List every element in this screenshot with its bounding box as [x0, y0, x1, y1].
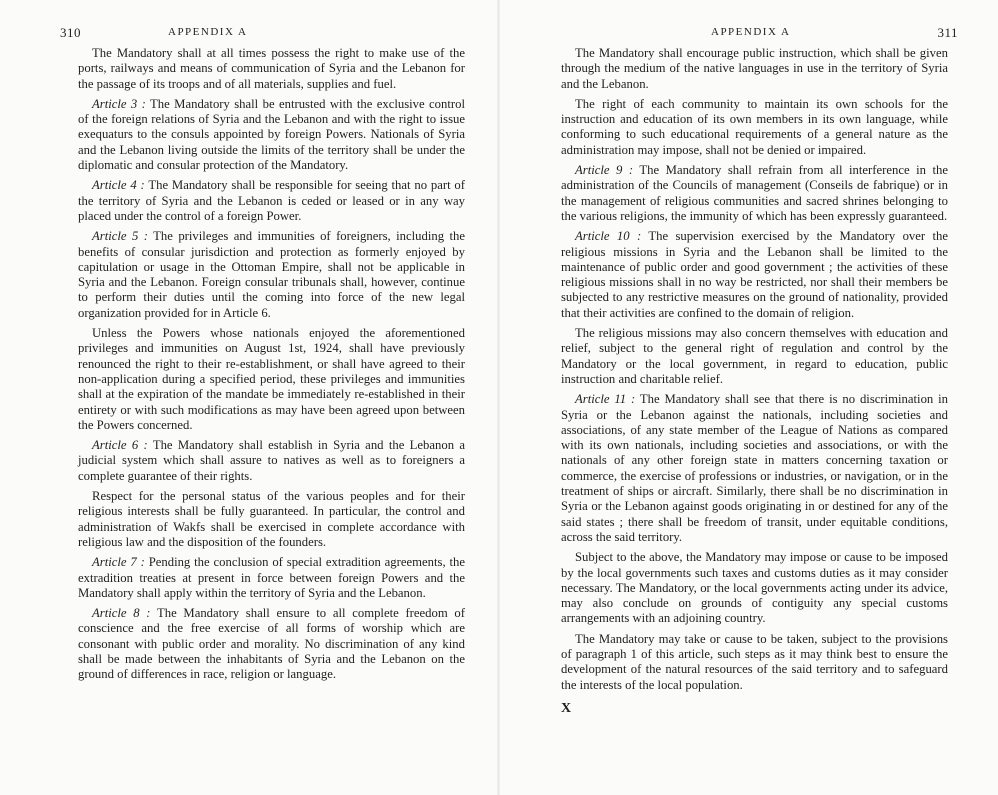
- paragraph-article-3: Article 3 : The Mandatory shall be entrusted with the exclusive control of the foreign relations of Syria and the Lebanon and with the right to issue exequaturs to the consuls appointed by foreign Powers. Nationals of Syria and the Lebanon living outside the limits of the territory shall be under the diplomatic and consular protection of the Mandatory.: [78, 96, 465, 173]
- paragraph-article-6: Article 6 : The Mandatory shall establish in Syria and the Lebanon a judicial system which shall assure to natives as well as to foreigners a complete guarantee of their rights.: [78, 438, 465, 483]
- right-page-number: 311: [937, 25, 958, 40]
- paragraph: The right of each community to maintain its own schools for the instruction and education of its own members in its own language, while conforming to such educational requirements of a general nature as the administration may impose, shall not be denied or impaired.: [561, 96, 948, 157]
- paragraph: The religious missions may also concern themselves with education and relief, subject to the general right of regulation and control by the Mandatory or the local government, in regard to education, public instruction and charitable relief.: [561, 326, 948, 386]
- paragraph-article-10: Article 10 : The supervision exercised by the Mandatory over the religious missions in Syria and the Lebanon shall be limited to the maintenance of public order and good government ; the activities of these religious missions shall in no way be restricted, nor shall their members be subjected to any restrictive measures on the ground of nationality, provided that their activities are confined to the domain of religion.: [561, 229, 948, 320]
- paragraph: The Mandatory shall at all times possess the right to make use of the ports, railways and means of communication of Syria and the Lebanon for the passage of its troops and of all materials, supplies and fuel.: [78, 46, 465, 91]
- paragraph-article-8: Article 8 : The Mandatory shall ensure to all complete freedom of conscience and the free exercise of all forms of worship which are consonant with public order and morality. No discrimination of any kind shall be made between the inhabitants of Syria and the Lebanon on the ground of differences in race, religion or language.: [78, 606, 465, 682]
- paragraph-article-5: Article 5 : The privileges and immunities of foreigners, including the benefits of consular jurisdiction and protection as formerly enjoyed by capitulation or usage in the Ottoman Empire, shall not be applicable in Syria and the Lebanon. Foreign consular tribunals shall, however, continue to perform their duties until the coming into force of the new legal organization provided for in Article 6.: [78, 229, 465, 320]
- right-page-body: [561, 46, 948, 716]
- right-page: [499, 0, 998, 795]
- paragraph-article-9: Article 9 : The Mandatory shall refrain from all interference in the administration of the Councils of management (Conseils de fabrique) or in the management of religious communities and sacred shrines belonging to the various religions, the immunity of which has been expressly guaranteed.: [561, 163, 948, 223]
- left-running-head: APPENDIX A: [168, 26, 248, 38]
- paragraph: Unless the Powers whose nationals enjoyed the aforementioned privileges and immunities on August 1st, 1924, shall have previously renounced the right to their re-establishment, or shall have agreed to their non-application during a specified period, these privileges and immunities shall at the expiration of the mandate be immediately re-established in their entirety or with such modifications as may have been agreed upon between the Powers concerned.: [78, 326, 465, 432]
- paragraph: The Mandatory may take or cause to be taken, subject to the provisions of paragraph 1 of this article, such steps as it may think best to ensure the development of the natural resources of the said territory and to safeguard the interests of the local population.: [561, 631, 948, 692]
- left-page-body: [78, 46, 465, 683]
- paragraph: Subject to the above, the Mandatory may impose or cause to be imposed by the local governments such taxes and customs duties as it may consider necessary. The Mandatory, or the local governments acting under its advice, may also conclude on grounds of contiguity any special customs arrangements with an adjoining country.: [561, 550, 948, 626]
- paragraph-article-4: Article 4 : The Mandatory shall be responsible for seeing that no part of the territory of Syria and the Lebanon is ceded or leased or in any way placed under the control of a foreign Power.: [78, 178, 465, 223]
- right-running-head: APPENDIX A: [711, 26, 791, 38]
- left-page-number: 310: [60, 25, 81, 40]
- paragraph: Respect for the personal status of the various peoples and for their religious interests shall be fully guaranteed. In particular, the control and administration of Wakfs shall be exercised in complete accordance with religious law and the disposition of the founders.: [78, 489, 465, 549]
- paragraph-article-11: Article 11 : The Mandatory shall see that there is no discrimination in Syria or the Lebanon against the nationals, including societies and associations, of any state member of the League of Nations as compared with its own nationals, including societies and associations, or with the nationals of any other foreign state in matters concerning taxation or commerce, the exercise of professions or industries, or navigation, or in the treatment of ships or aircraft. Similarly, there shall be no discrimination in Syria or the Lebanon against goods originating in or destined for any of the said states ; there shall be freedom of transit, under equitable conditions, across the said territory.: [561, 392, 948, 544]
- right-running-header: [561, 25, 958, 46]
- left-running-header: [60, 25, 465, 46]
- paragraph-article-7: Article 7 : Pending the conclusion of special extradition agreements, the extradition treaties at present in force between foreign Powers and the Mandatory shall apply within the territory of Syria and the Lebanon.: [78, 555, 465, 600]
- signature-mark: X: [561, 700, 572, 716]
- paragraph: The Mandatory shall encourage public instruction, which shall be given through the medium of the native languages in use in the territory of Syria and the Lebanon.: [561, 46, 948, 91]
